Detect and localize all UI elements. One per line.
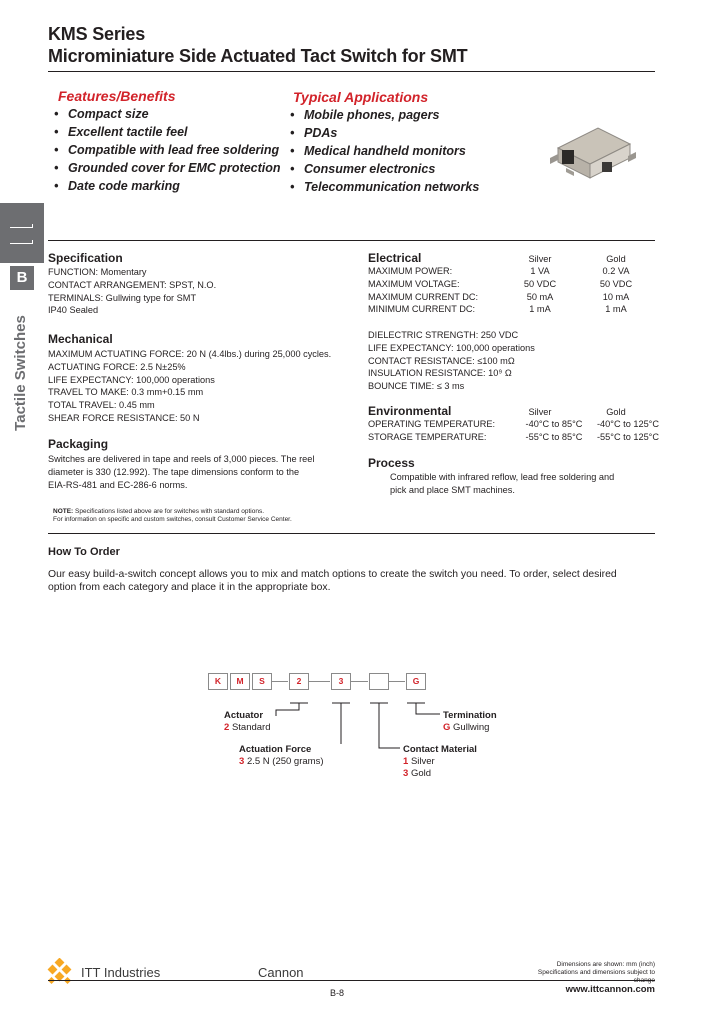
order-line: Our easy build-a-switch concept allows you to mix and match options to create the switch you need. To order, select desired	[48, 569, 617, 580]
force-desc: 2.5 N (250 grams)	[246, 756, 324, 767]
environmental-heading: Environmental	[368, 404, 452, 418]
mech-line: TRAVEL TO MAKE: 0.3 mm+0.15 mm	[48, 387, 204, 398]
applications-heading: Typical Applications	[293, 89, 429, 105]
process-heading: Process	[368, 456, 415, 470]
list-item: • Excellent tactile feel	[50, 123, 281, 141]
list-item: • Telecommunication networks	[286, 178, 479, 196]
list-item: • PDAs	[286, 124, 479, 142]
contact-desc: Gold	[410, 768, 432, 779]
table-row: MAXIMUM CURRENT DC: 50 mA 10 mA	[368, 291, 630, 302]
list-item: • Mobile phones, pagers	[286, 106, 479, 124]
itt-logo-icon	[46, 958, 74, 986]
list-item: • Date code marking	[50, 177, 281, 195]
disclaimer-line: Specifications and dimensions subject to change	[537, 969, 655, 984]
section-label: Tactile Switches	[12, 315, 29, 431]
process-line: pick and place SMT machines.	[390, 484, 515, 495]
cannon-label: Cannon	[258, 965, 304, 980]
specification-heading: Specification	[48, 251, 123, 265]
contact-material-option	[403, 744, 477, 780]
col-header-silver: Silver	[528, 254, 552, 264]
contact-code: 1	[403, 756, 409, 767]
spec-line: IP40 Sealed	[48, 305, 99, 316]
mechanical-heading: Mechanical	[48, 332, 113, 346]
list-item: • Compatible with lead free soldering	[50, 141, 281, 159]
order-box-actuator[interactable]: 2	[289, 673, 309, 690]
note-label: NOTE:	[53, 508, 74, 515]
termination-option	[443, 710, 497, 734]
order-box-termination[interactable]: G	[406, 673, 426, 690]
disclaimer	[520, 961, 655, 985]
list-item: • Grounded cover for EMC protection	[50, 159, 281, 177]
termination-title: Termination	[443, 710, 497, 721]
spec-line: FUNCTION: Momentary	[48, 267, 147, 277]
table-row: MAXIMUM VOLTAGE: 50 VDC 50 VDC	[368, 278, 633, 289]
actuation-force-option	[239, 744, 324, 768]
page-number: B-8	[330, 988, 345, 998]
spec-line: TERMINALS: Gullwing type for SMT	[48, 292, 197, 303]
mech-line: ACTUATING FORCE: 2.5 N±25%	[48, 361, 186, 372]
contact-title: Contact Material	[403, 744, 477, 755]
how-to-order-heading: How To Order	[48, 546, 120, 558]
actuator-title: Actuator	[224, 710, 264, 721]
process-line: Compatible with infrared reflow, lead free soldering and	[390, 472, 615, 482]
contact-code: 3	[403, 768, 409, 779]
col-header-gold: Gold	[606, 254, 626, 264]
list-item: • Consumer electronics	[286, 160, 479, 178]
order-box-force[interactable]: 3	[331, 673, 351, 690]
mech-line: MAXIMUM ACTUATING FORCE: 20 N (4.4lbs.) during 25,000 cycles.	[48, 349, 332, 359]
elec-line: LIFE EXPECTANCY: 100,000 operations	[368, 342, 535, 353]
force-title: Actuation Force	[239, 744, 312, 755]
list-item: • Medical handheld monitors	[286, 142, 479, 160]
actuator-option	[224, 710, 271, 734]
elec-line: DIELECTRIC STRENGTH: 250 VDC	[368, 330, 519, 340]
order-box-1: K	[208, 673, 228, 690]
table-row: MAXIMUM POWER: 1 VA 0.2 VA	[368, 266, 630, 276]
section-letter: B	[10, 266, 34, 290]
elec-line: INSULATION RESISTANCE: 10⁹ Ω	[368, 368, 512, 379]
packaging-line: EIA-RS-481 and EC-286-6 norms.	[48, 479, 188, 490]
col-header-silver: Silver	[528, 407, 552, 417]
actuator-code: 2	[224, 722, 230, 733]
mech-line: TOTAL TRAVEL: 0.45 mm	[48, 400, 155, 411]
force-code: 3	[239, 756, 245, 767]
table-row: MINIMUM CURRENT DC: 1 mA 1 mA	[368, 304, 627, 315]
order-line: option from each category and place it in the appropriate box.	[48, 582, 331, 593]
mech-line: SHEAR FORCE RESISTANCE: 50 N	[48, 412, 200, 423]
electrical-heading: Electrical	[368, 251, 422, 265]
packaging-line: diameter is 330 (12.992). The tape dimensions conform to the	[48, 466, 300, 477]
brand-name: ITT Industries	[81, 965, 161, 980]
list-item: • Compact size	[50, 105, 281, 123]
page-title: Microminiature Side Actuated Tact Switch for SMT	[48, 46, 468, 66]
disclaimer-line: Dimensions are shown: mm (inch)	[556, 961, 655, 968]
spec-line: CONTACT ARRANGEMENT: SPST, N.O.	[48, 279, 217, 290]
packaging-line: Switches are delivered in tape and reels of 3,000 pieces. The reel	[48, 454, 315, 464]
mech-line: LIFE EXPECTANCY: 100,000 operations	[48, 374, 215, 385]
features-heading: Features/Benefits	[58, 88, 176, 104]
actuator-desc: Standard	[231, 722, 271, 733]
termination-desc: Gullwing	[453, 722, 490, 733]
order-box-3: S	[252, 673, 272, 690]
elec-line: BOUNCE TIME: ≤ 3 ms	[368, 381, 465, 392]
col-header-gold: Gold	[606, 407, 626, 417]
packaging-heading: Packaging	[48, 437, 109, 451]
table-row: STORAGE TEMPERATURE: -55°C to 85°C -55°C to 125°C	[368, 431, 659, 442]
table-row: OPERATING TEMPERATURE: -40°C to 85°C -40°C to 125°C	[368, 419, 659, 429]
elec-line: CONTACT RESISTANCE: ≤100 mΩ	[368, 355, 515, 366]
order-box-2: M	[230, 673, 250, 690]
website-link[interactable]: www.ittcannon.com	[565, 984, 655, 995]
termination-code: G	[443, 722, 451, 733]
note-line: Specifications listed above are for switches with standard options.	[75, 508, 265, 515]
series-title: KMS Series	[48, 24, 146, 44]
contact-desc: Silver	[410, 756, 435, 767]
note-line: For information on specific and custom switches, consult Customer Service Center.	[53, 516, 292, 523]
